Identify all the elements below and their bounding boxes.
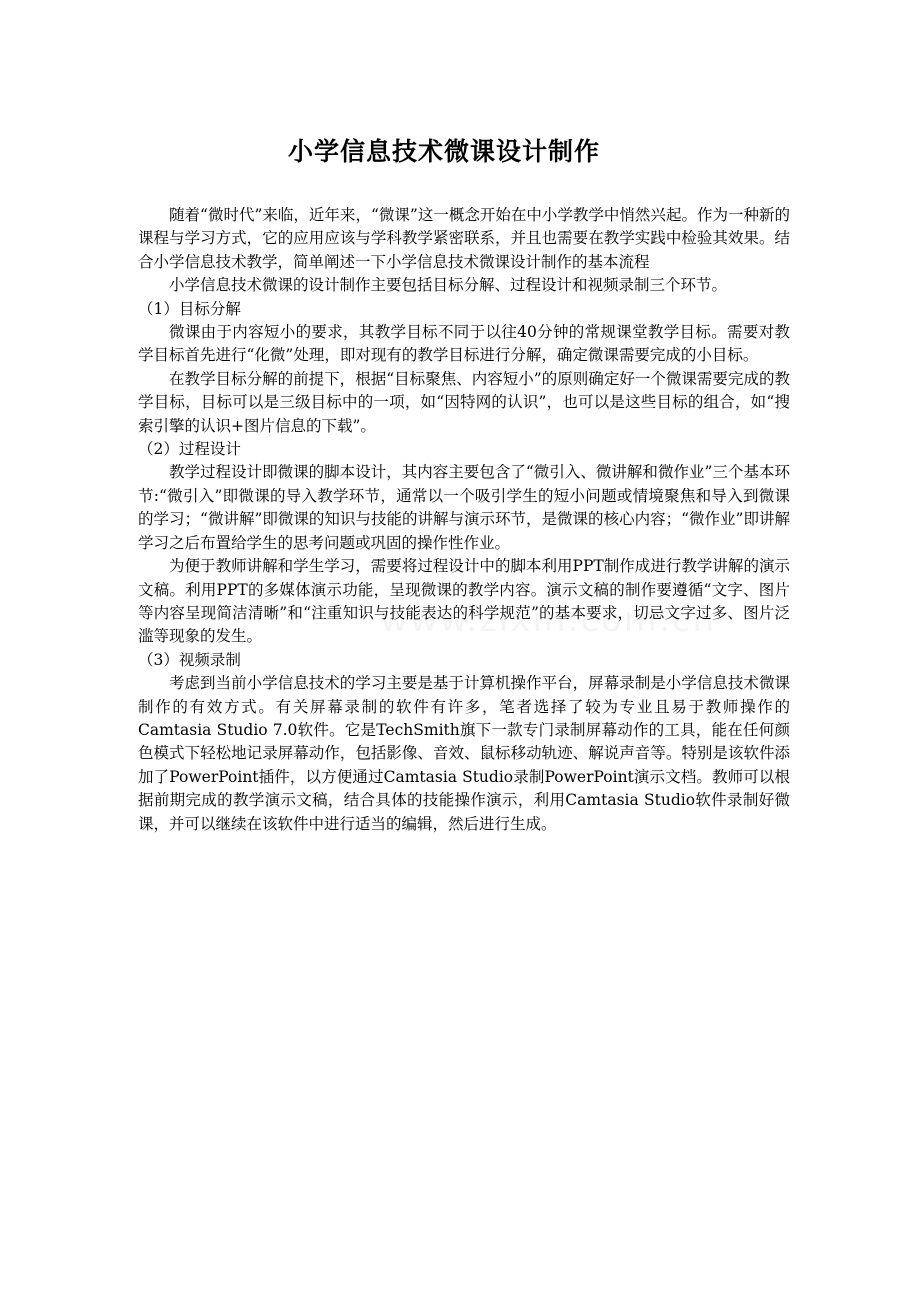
- document-title: 小学信息技术微课设计制作: [287, 136, 600, 166]
- paragraph-overview: 小学信息技术微课的设计制作主要包括目标分解、过程设计和视频录制三个环节。: [169, 276, 728, 295]
- paragraph-process-2: 为便于教师讲解和学生学习，需要将过程设计中的脚本利用PPT制作成进行教学讲解的演示文稿。利用PPT的多媒体演示功能，呈现微课的教学内容。演示文稿的制作要遵循“文字、图片等内容呈现简洁清晰”和“注重知识与技能表达的科学规范”的基本要求，切忌文字过多、图片泛滥等现象的发生。: [138, 557, 790, 646]
- document-body: [138, 204, 790, 836]
- section-heading-video: （3）视频录制: [138, 650, 241, 669]
- paragraph-process-1: 教学过程设计即微课的脚本设计，其内容主要包含了“微引入、微讲解和微作业”三个基本环节:“微引入”即微课的导入教学环节，通常以一个吸引学生的短小问题或情境聚焦和导入到微课的学习；“微讲解”即微课的知识与技能的讲解与演示环节，是微课的核心内容；“微作业”即讲解学习之后布置给学生的思考问题或巩固的操作性作业。: [138, 463, 790, 552]
- paragraph-video: 考虑到当前小学信息技术的学习主要是基于计算机操作平台，屏幕录制是小学信息技术微课制作的有效方式。有关屏幕录制的软件有许多，笔者选择了较为专业且易于教师操作的Camtasia Studio 7.0软件。它是TechSmith旗下一款专门录制屏幕动作的工具，能在任何颜色模式下轻松地记录屏幕动作，包括影像、音效、鼠标移动轨迹、解说声音等。特别是该软件添加了PowerPoint插件，以方便通过Camtasia Studio录制PowerPoint演示文档。教师可以根据前期完成的教学演示文稿，结合具体的技能操作演示，利用Camtasia Studio软件录制好微课，并可以继续在该软件中进行适当的编辑，然后进行生成。: [138, 674, 790, 833]
- paragraph-goal-1: 微课由于内容短小的要求，其教学目标不同于以往40分钟的常规课堂教学目标。需要对教学目标首先进行“化微”处理，即对现有的教学目标进行分解，确定微课需要完成的小目标。: [138, 323, 790, 365]
- section-heading-goal: （1）目标分解: [138, 299, 241, 318]
- paragraph-goal-2: 在教学目标分解的前提下，根据“目标聚焦、内容短小”的原则确定好一个微课需要完成的教学目标，目标可以是三级目标中的一项，如“因特网的认识”，也可以是这些目标的组合，如“搜索引擎的认识+图片信息的下载”。: [138, 369, 790, 435]
- section-heading-process: （2）过程设计: [138, 440, 241, 459]
- paragraph-intro: 随着“微时代”来临，近年来，“微课”这一概念开始在中小学教学中悄然兴起。作为一种新的课程与学习方式，它的应用应该与学科教学紧密联系，并且也需要在教学实践中检验其效果。结合小学信息技术教学，简单阐述一下小学信息技术微课设计制作的基本流程: [138, 206, 790, 271]
